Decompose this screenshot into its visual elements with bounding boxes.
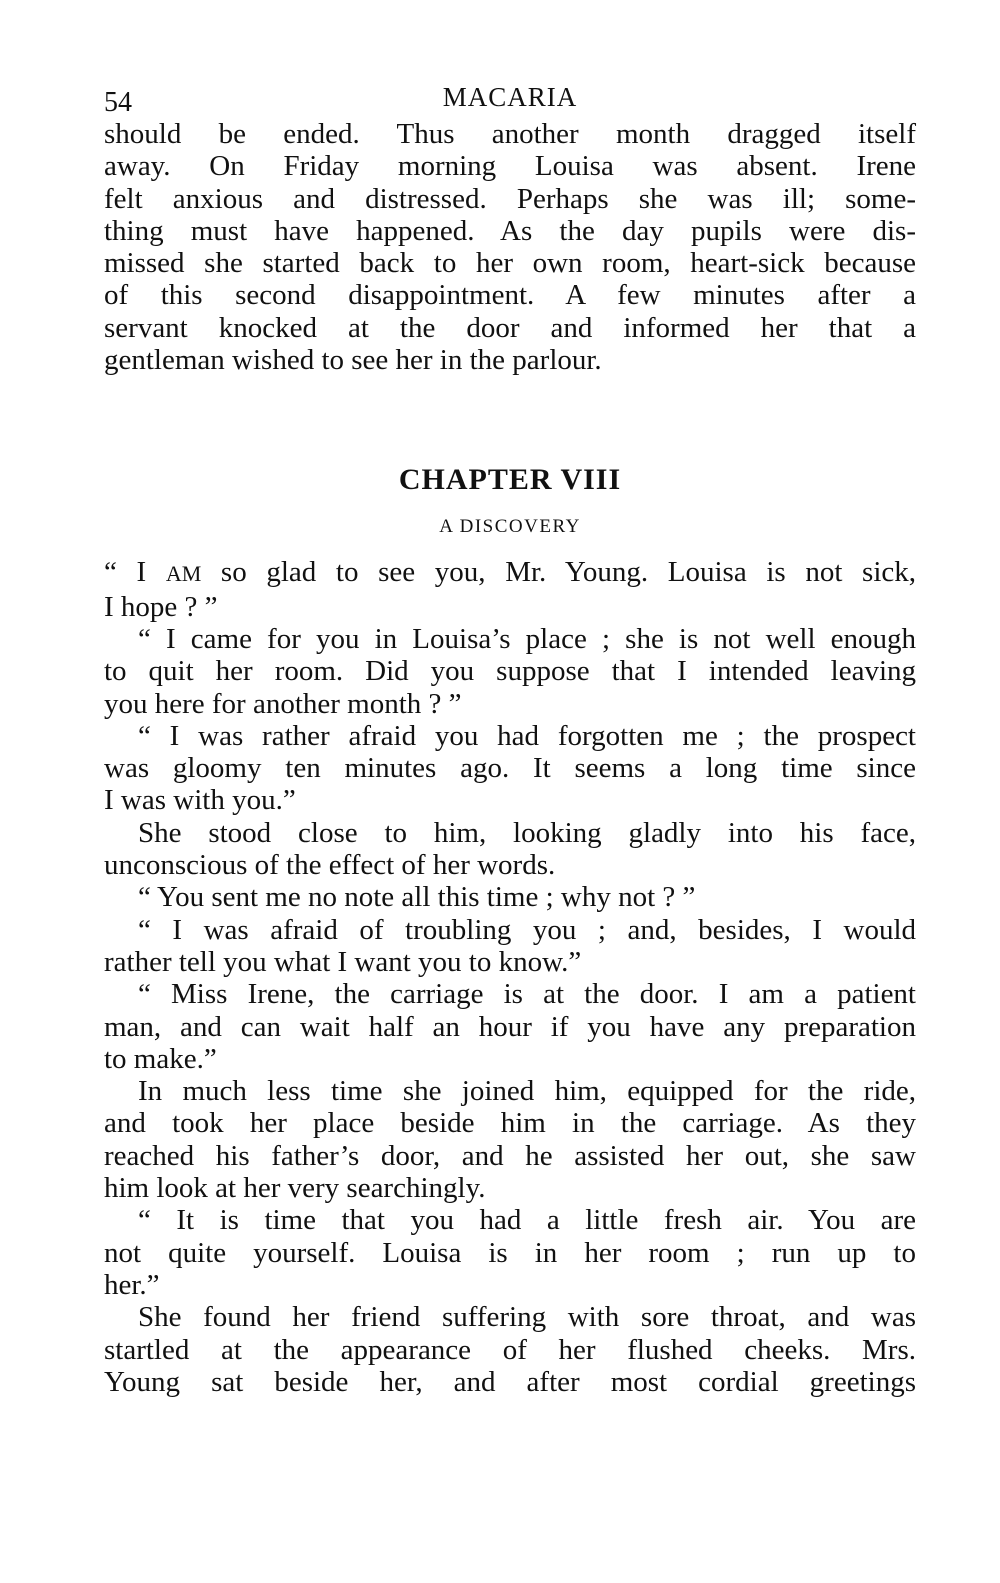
text-line: of this second disappointment. A few minutes after a	[104, 279, 916, 312]
text-line: She found her friend suffering with sore throat, and was	[138, 1301, 916, 1334]
text-line: her.”	[104, 1268, 160, 1301]
chapter-body	[104, 556, 916, 1398]
text-line: thing must have happened. As the day pupils were dis-	[104, 214, 916, 247]
text-line: “ I was rather afraid you had forgotten me ; the prospect	[138, 719, 916, 752]
text-line: to quit her room. Did you suppose that I intended leaving	[104, 655, 916, 688]
section-gap	[104, 376, 916, 460]
text-line: away. On Friday morning Louisa was absent. Irene	[104, 150, 916, 183]
text-line: “ You sent me no note all this time ; why not ? ”	[138, 881, 696, 914]
text-line: should be ended. Thus another month dragged itself	[104, 118, 916, 150]
text-line: “ It is time that you had a little fresh air. You are	[138, 1204, 916, 1237]
text-line: man, and can wait half an hour if you have any preparation	[104, 1010, 916, 1043]
text-line: you here for another month ? ”	[104, 687, 462, 720]
text-line: gentleman wished to see her in the parlour.	[104, 344, 602, 377]
text-line: servant knocked at the door and informed her that a	[104, 311, 916, 344]
text-line: “ I was afraid of troubling you ; and, besides, I would	[138, 913, 916, 946]
opening-line-rest: so glad to see you, Mr. Young. Louisa is not sick,	[201, 556, 917, 589]
text-line: to make.”	[104, 1042, 217, 1075]
running-head	[104, 78, 916, 118]
text-line: She stood close to him, looking gladly into his face,	[138, 816, 916, 849]
text-line: Young sat beside her, and after most cordial greetings	[104, 1365, 916, 1398]
text-line: In much less time she joined him, equipped for the ride,	[138, 1075, 916, 1108]
chapter-lines	[104, 591, 916, 1398]
page-number: 54	[104, 87, 132, 118]
open-quote: “ I	[104, 556, 166, 589]
text-line: was gloomy ten minutes ago. It seems a long time since	[104, 752, 916, 785]
text-line: “ I came for you in Louisa’s place ; she is not well enough	[138, 622, 916, 655]
text-line: I was with you.”	[104, 784, 296, 817]
text-line: and took her place beside him in the carriage. As they	[104, 1107, 916, 1140]
text-line: I hope ? ”	[104, 590, 218, 623]
text-line: missed she started back to her own room, heart-sick because	[104, 247, 916, 280]
text-line: startled at the appearance of her flushed cheeks. Mrs.	[104, 1333, 916, 1366]
text-line: unconscious of the effect of her words.	[104, 849, 556, 882]
chapter-heading: CHAPTER VIII	[398, 463, 622, 497]
chapter-opening-line	[104, 556, 916, 590]
text-line: not quite yourself. Louisa is in her room ; run up to	[104, 1236, 916, 1269]
text-line: felt anxious and distressed. Perhaps she was ill; some-	[104, 182, 916, 215]
text-line: “ Miss Irene, the carriage is at the door. I am a patient	[138, 978, 916, 1011]
text-line: reached his father’s door, and he assisted her out, she saw	[104, 1139, 916, 1172]
continuation-paragraph	[104, 118, 916, 376]
book-title: MACARIA	[442, 82, 578, 112]
book-page	[104, 78, 916, 1398]
text-line: him look at her very searchingly.	[104, 1172, 486, 1205]
chapter-subtitle: A DISCOVERY	[439, 516, 581, 538]
small-caps-word: AM	[165, 561, 202, 587]
text-line: rather tell you what I want you to know.”	[104, 945, 582, 978]
